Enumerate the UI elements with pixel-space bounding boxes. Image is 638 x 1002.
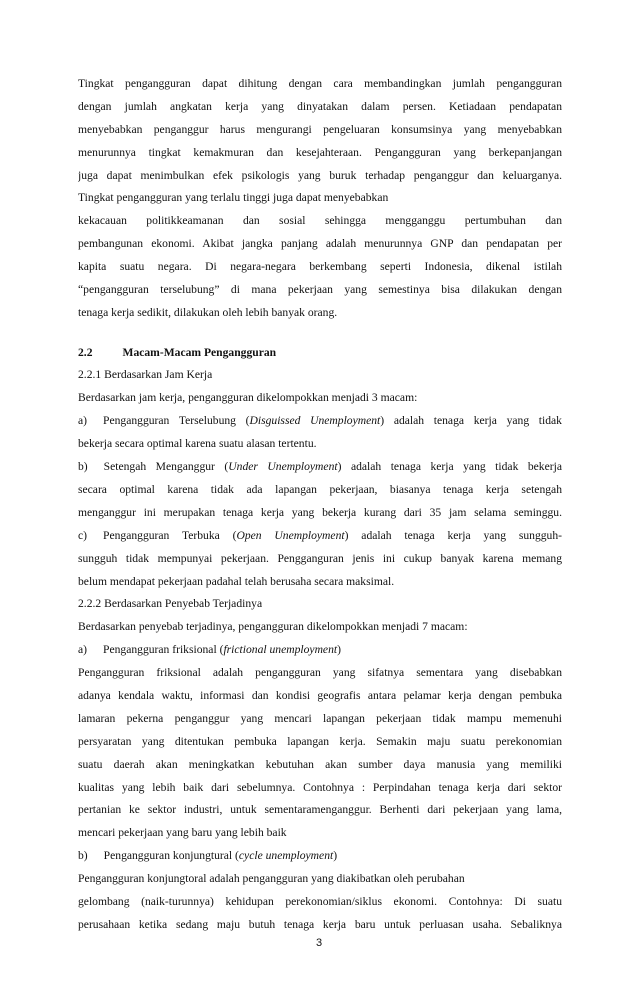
paragraph-line: sungguh tidak mempunyai pekerjaan. Pengganguran jenis ini cukup banyak karena memang	[78, 552, 562, 565]
paragraph-line: pembangunan ekonomi. Akibat jangka panjang adalah menurunnya GNP dan pendapatan per	[78, 237, 562, 250]
list-item	[78, 849, 562, 863]
list-text: Pengangguran Terselubung (	[103, 414, 250, 427]
list-text: ) adalah tenaga kerja yang sungguh-	[344, 529, 562, 542]
paragraph-line: juga dapat menimbulkan efek psikologis yang buruk terhadap penganggur dan keluarganya.	[78, 169, 562, 182]
paragraph-line: persyaratan yang ditentukan pembuka lapangan kerja. Semakin maju suatu perekonomian	[78, 735, 562, 748]
paragraph-line: dengan jumlah angkatan kerja yang dinyatakan dalam persen. Ketiadaan pendapatan	[78, 100, 562, 113]
list-text: Pengangguran Terbuka (	[103, 529, 237, 542]
paragraph-line: Tingkat pengangguran yang terlalu tinggi juga dapat menyebabkan	[78, 191, 389, 204]
paragraph-line: menganggur ini merupakan tenaga kerja yang bekerja kurang dari 35 jam selama seminggu.	[78, 506, 562, 519]
paragraph-line: Pengangguran friksional adalah pengangguran yang sifatnya sementara yang disebabkan	[78, 666, 562, 679]
paragraph-line: Berdasarkan penyebab terjadinya, pengangguran dikelompokkan menjadi 7 macam:	[78, 620, 468, 633]
list-item	[78, 460, 562, 474]
list-label: c)	[78, 529, 88, 542]
paragraph-line: “pengangguran terselubung” di mana pekerjaan yang semestinya bisa dilakukan dengan	[78, 283, 562, 296]
list-text: ) adalah tenaga kerja yang tidak bekerja	[337, 460, 562, 473]
paragraph-line: kualitas yang lebih baik dari sebelumnya. Contohnya : Perpindahan tenaga kerja dari sektor	[78, 781, 562, 794]
list-text: Setengah Menganggur (	[103, 460, 229, 473]
list-text: Pengangguran friksional (	[103, 643, 224, 656]
paragraph-line: kapita suatu negara. Di negara-negara berkembang seperti Indonesia, dikenal istilah	[78, 260, 562, 273]
english-term: Open Unemployment	[236, 529, 345, 542]
paragraph-line: kekacauan politikkeamanan dan sosial sehingga mengganggu pertumbuhan dan	[78, 214, 562, 227]
list-label: b)	[78, 460, 88, 473]
english-term: Under Unemployment	[228, 460, 338, 473]
list-label: a)	[78, 643, 88, 656]
paragraph-line: mencari pekerjaan yang baru yang lebih baik	[78, 826, 287, 839]
english-term: cycle unemployment	[238, 849, 334, 862]
paragraph-line: adanya kendala waktu, informasi dan kondisi geografis antara pelamar kerja dengan pembuka	[78, 689, 562, 702]
list-item	[78, 529, 562, 543]
paragraph-line: secara optimal karena tidak ada lapangan pekerjaan, biasanya tenaga kerja setengah	[78, 483, 562, 496]
list-text: Pengangguran konjungtural (	[103, 849, 239, 862]
paragraph-line: tenaga kerja sedikit, dilakukan oleh lebih banyak orang.	[78, 306, 338, 319]
paragraph-line: lamaran pekerna penganggur yang mencari lapangan pekerjaan tidak mampu memenuhi	[78, 712, 562, 725]
english-term: frictional unemployment	[223, 643, 338, 656]
paragraph-line: menurunnya tingkat kemakmuran dan kesejahteraan. Pengangguran yang berkepanjangan	[78, 146, 562, 159]
list-label: a)	[78, 414, 88, 427]
page-number: 3	[315, 937, 323, 949]
english-term: Disguissed Unemployment	[249, 414, 381, 427]
section-number: 2.2	[78, 346, 93, 359]
section-heading	[78, 346, 562, 360]
subsection-heading: 2.2.1 Berdasarkan Jam Kerja	[78, 368, 213, 381]
paragraph-line: perusahaan ketika sedang maju butuh tenaga kerja baru untuk perluasan usaha. Sebaliknya	[78, 918, 562, 931]
paragraph-line: bekerja secara optimal karena suatu alasan tertentu.	[78, 437, 317, 450]
paragraph-line: Berdasarkan jam kerja, pengangguran dikelompokkan menjadi 3 macam:	[78, 391, 418, 404]
list-item	[78, 414, 562, 428]
list-item	[78, 643, 562, 657]
paragraph-line: pertanian ke sektor industri, untuk sementaramenganggur. Berhenti dari pekerjaan yang lama,	[78, 803, 562, 816]
paragraph-line: suatu daerah akan meningkatkan kebutuhan akan sumber daya manusia yang memiliki	[78, 758, 562, 771]
list-text: ) adalah tenaga kerja yang tidak	[380, 414, 562, 427]
list-text: )	[337, 643, 341, 656]
paragraph-line: belum mendapat pekerjaan padahal telah berusaha secara maksimal.	[78, 575, 395, 588]
paragraph-line: Pengangguran konjungtoral adalah pengangguran yang diakibatkan oleh perubahan	[78, 872, 465, 885]
paragraph-line: menyebabkan penganggur harus mengurangi pengeluaran konsumsinya yang menyebabkan	[78, 123, 562, 136]
subsection-heading: 2.2.2 Berdasarkan Penyebab Terjadinya	[78, 597, 263, 610]
paragraph-line: Tingkat pengangguran dapat dihitung dengan cara membandingkan jumlah pengangguran	[78, 77, 562, 90]
list-label: b)	[78, 849, 88, 862]
list-text: )	[333, 849, 338, 862]
section-title: Macam-Macam Pengangguran	[122, 346, 277, 359]
paragraph-line: gelombang (naik-turunnya) kehidupan perekonomian/siklus ekonomi. Contohnya: Di suatu	[78, 895, 562, 908]
